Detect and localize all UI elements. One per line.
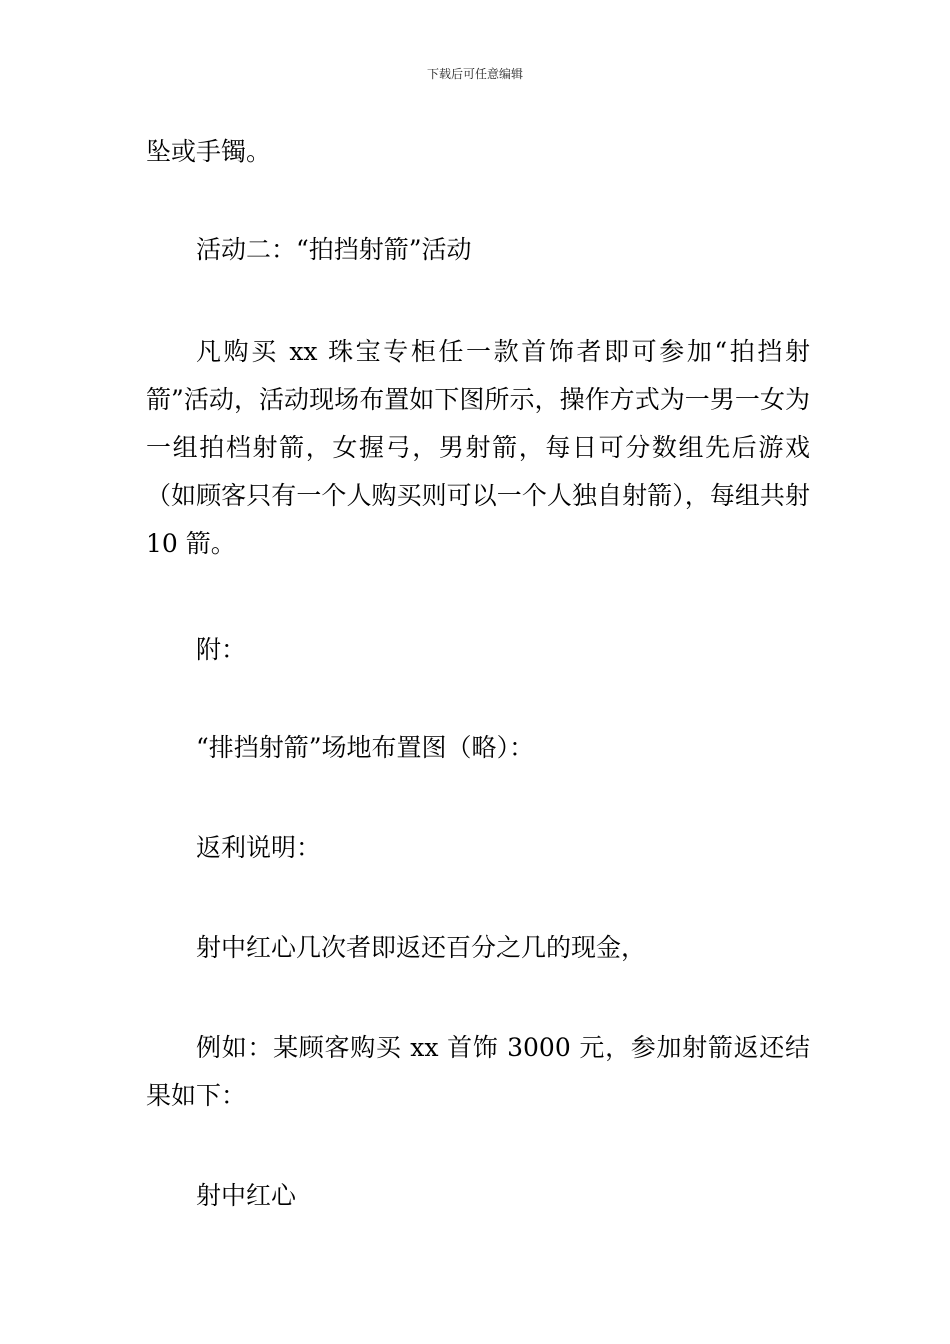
rebate-heading: 返利说明： (196, 833, 322, 862)
appendix-label: 附： (196, 635, 247, 664)
bullseye-label: 射中红心 (196, 1181, 297, 1210)
rebate-rule: 射中红心几次者即返还百分之几的现金， (196, 933, 647, 962)
activity-two-description: 凡购买 xx 珠宝专柜任一款首饰者即可参加“拍挡射箭”活动，活动现场布置如下图所示，操作方式为一男一女为一组拍档射箭，女握弓，男射箭，每日可分数组先后游戏（如顾客只有一个人购买则可以一个人独自射箭），每组共射 10 箭。 (146, 337, 810, 558)
paragraph-continuation: 坠或手镯。 (146, 137, 272, 166)
header-note: 下载后可任意编辑 (426, 67, 523, 81)
activity-two-heading: 活动二：“拍挡射箭”活动 (196, 235, 472, 264)
layout-diagram-caption: “排挡射箭”场地布置图（略）： (196, 733, 535, 762)
rebate-example: 例如：某顾客购买 xx 首饰 3000 元，参加射箭返还结果如下： (146, 1033, 810, 1110)
